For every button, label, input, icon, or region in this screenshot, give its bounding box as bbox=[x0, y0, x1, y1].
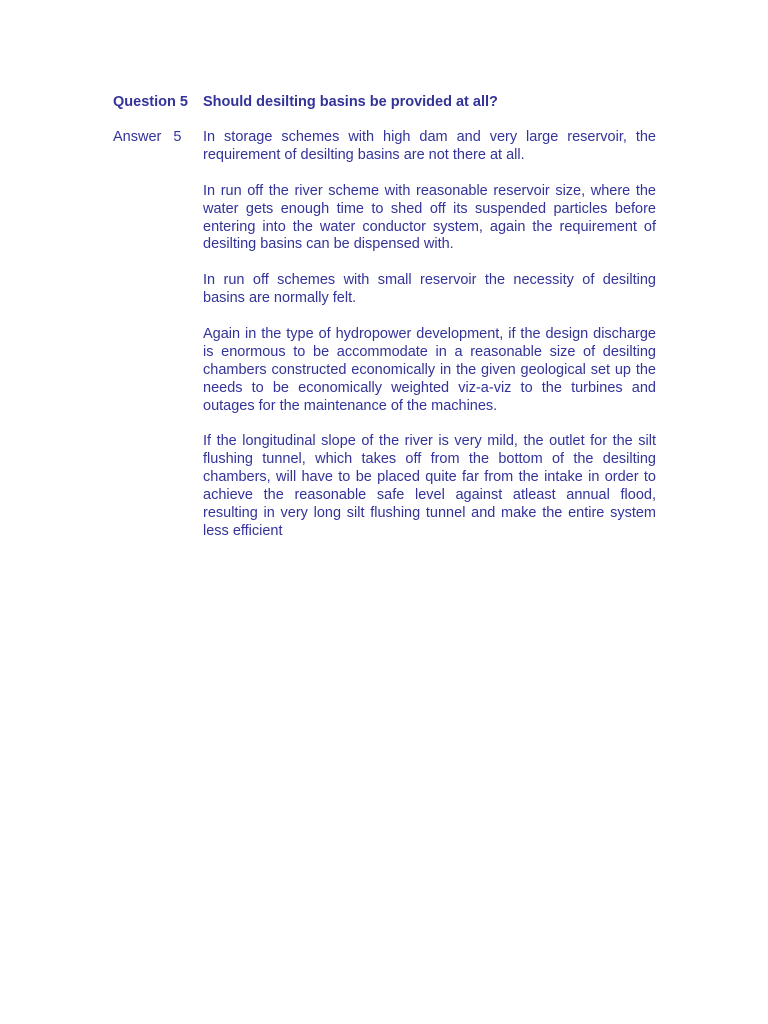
answer-paragraph: In run off the river scheme with reasonable reservoir size, where the water gets enough time to shed off its suspended particles before entering into the water conductor system, again the requirement of desilting basins can be dispensed with. bbox=[203, 182, 656, 253]
question-row bbox=[113, 93, 656, 111]
answer-row bbox=[113, 129, 656, 541]
answer-paragraph: In run off schemes with small reservoir the necessity of desilting basins are normally felt. bbox=[203, 272, 656, 307]
answer-body bbox=[203, 129, 656, 541]
answer-paragraph: In storage schemes with high dam and very large reservoir, the requirement of desilting basins are not there at all. bbox=[203, 129, 656, 163]
answer-label: Answer 5 bbox=[113, 129, 182, 145]
question-label: Question 5 bbox=[113, 94, 188, 110]
answer-paragraph: Again in the type of hydropower development, if the design discharge is enormous to be accommodate in a reasonable size of desilting chambers constructed economically in the given geological set up the needs to be economically weighted viz-a-viz to the turbines and outages for the maintenance of the machines. bbox=[203, 325, 656, 414]
answer-paragraph: If the longitudinal slope of the river is very mild, the outlet for the silt flushing tunnel, which takes off from the bottom of the desilting chambers, will have to be placed quite far from the intake in order to achieve the reasonable safe level against atleast annual flood, resulting in very long silt flushing tunnel and make the entire system less efficient bbox=[203, 433, 656, 539]
question-text: Should desilting basins be provided at all? bbox=[203, 94, 498, 110]
